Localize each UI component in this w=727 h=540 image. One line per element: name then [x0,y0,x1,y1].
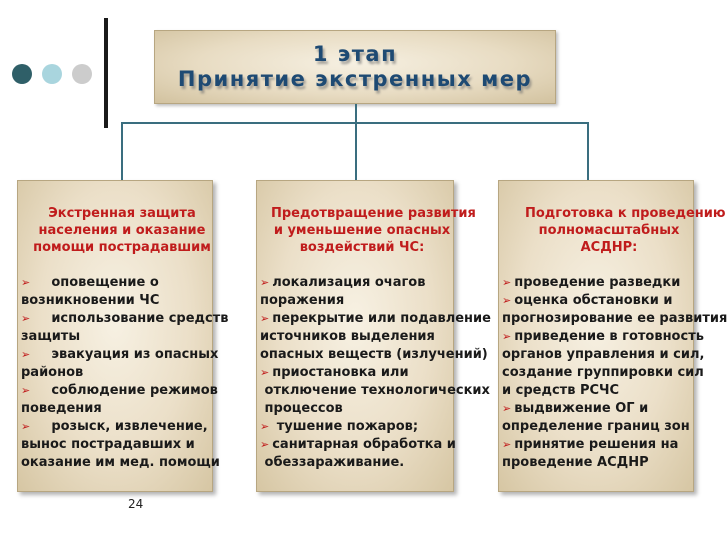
list-item [21,418,220,472]
arrow-bullet-icon: ➢ [502,294,512,307]
list-item [502,400,693,436]
list-item-text: выдвижение ОГ и определение границ зон [502,401,690,434]
card-heading: Экстренная защита населения и оказание помощи пострадавшим [33,206,211,255]
title-box [154,30,556,104]
list-item [260,418,453,436]
arrow-bullet-icon: ➢ [21,276,31,289]
card-list [257,274,491,472]
connector-middle [355,122,357,180]
list-item-text: локализация очагов поражения [260,275,426,308]
list-item [502,328,705,400]
card-prevention [256,180,491,492]
arrow-bullet-icon: ➢ [260,438,270,451]
arrow-bullet-icon: ➢ [260,420,270,433]
arrow-bullet-icon: ➢ [21,348,31,361]
list-item-text: принятие решения на проведение АСДНР [502,437,679,470]
decor-dot-1 [12,64,32,84]
decor-dot-3 [72,64,92,84]
arrow-bullet-icon: ➢ [21,384,31,397]
decor-vertical-bar [104,18,108,128]
arrow-bullet-icon: ➢ [260,312,270,325]
card-asdnr-preparation [498,180,727,492]
connector-right [587,122,589,180]
page-number: 24 [128,497,144,511]
list-item [21,310,229,346]
list-item-text: перекрытие или подавление источников выделения опасных веществ (излучений) [260,311,491,362]
card-emergency-protection [17,180,229,492]
list-item-text: тушение пожаров; [272,419,419,434]
list-item [260,364,490,418]
list-item-text: приведение в готовность органов управления и сил, создание группировки сил и средств РСЧС [502,329,705,398]
list-item-text: розыск, извлечение, вынос пострадавших и оказание им мед. помощи [21,419,220,470]
title-line-1: 1 этап [312,42,398,66]
list-item [502,274,693,292]
list-item [502,292,727,328]
arrow-bullet-icon: ➢ [502,438,512,451]
list-item [21,382,218,418]
connector-left [121,122,123,180]
card-list [499,274,727,472]
list-item-text: оценка обстановки и прогнозирование ее развития [502,293,727,326]
list-item-text: соблюдение режимов поведения [21,383,218,416]
arrow-bullet-icon: ➢ [502,402,512,415]
card-list [18,274,229,472]
list-item [502,436,693,472]
list-item [21,274,212,310]
list-item [260,436,456,472]
list-item [260,274,453,310]
list-item-text: использование средств защиты [21,311,229,344]
arrow-bullet-icon: ➢ [502,330,512,343]
list-item [21,346,219,382]
arrow-bullet-icon: ➢ [502,276,512,289]
arrow-bullet-icon: ➢ [260,276,270,289]
arrow-bullet-icon: ➢ [21,420,31,433]
arrow-bullet-icon: ➢ [21,312,31,325]
list-item-text: проведение разведки [514,275,681,290]
connector-trunk [355,104,357,124]
list-item-text: эвакуация из опасных районов [21,347,219,380]
list-item-text: санитарная обработка и обеззараживание. [264,437,456,470]
list-item [260,310,491,364]
arrow-bullet-icon: ➢ [260,366,270,379]
decor-dot-2 [42,64,62,84]
title-line-2: Принятие экстренных мер [177,67,533,91]
list-item-text: приостановка или отключение технологических процессов [264,365,490,416]
list-item-text: оповещение о возникновении ЧС [21,275,160,308]
card-heading: Предотвращение развития и уменьшение опасных воздействий ЧС: [271,206,476,255]
card-heading: Подготовка к проведению полномасштабных АСДНР: [525,206,726,255]
